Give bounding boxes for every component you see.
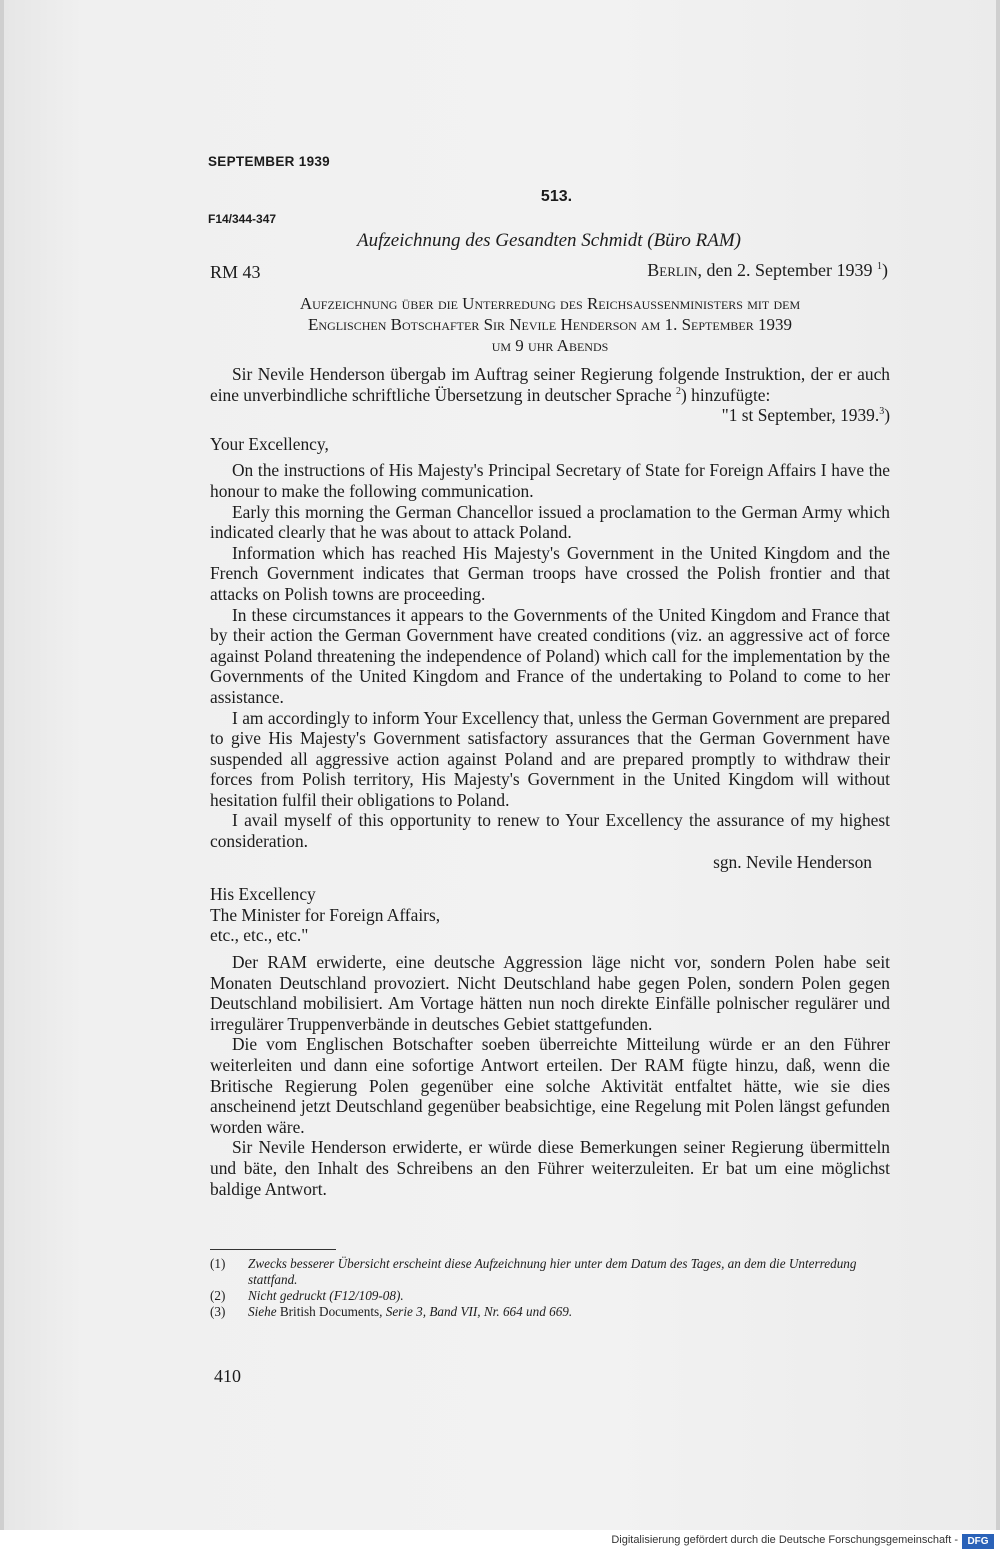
- letter-paragraph: Information which has reached His Majesty's Government in the United Kingdom and the French Government indicates that German troops have crossed the Polish frontier and that attacks on Polish towns are proceeding.: [210, 542, 890, 604]
- address-line: etc., etc., etc.": [210, 925, 309, 946]
- footnote-text: [248, 1304, 572, 1320]
- letter-paragraph: I am accordingly to inform Your Excellency that, unless the German Government are prepared to give His Majesty's Government satisfactory assurances that the German Government have suspended all aggressive action against Poland and are prepared promptly to withdraw their forces from Polish territory, His Majesty's Government in the United Kingdom will without hesitation fulfil their obligations to Poland.: [210, 707, 890, 810]
- footnote: [210, 1304, 890, 1320]
- document-number: 513.: [540, 188, 573, 205]
- reply-paragraph: Die vom Englischen Botschafter soeben überreichte Mitteilung würde er an den Führer weiterleiten und dann eine sofortige Antwort erteilen. Der RAM fügte hinzu, daß, wenn die Britische Regierung Polen gegenüber eine solche Aktivität entfaltet hätte, wie sie dies anscheinend jetzt Deutschland gegenüber beabsichtige, eine Regelung mit Polen längst gefunden worden wäre.: [210, 1034, 890, 1137]
- signature: sgn. Nevile Henderson: [713, 851, 872, 872]
- date: den 2. September 1939: [702, 260, 873, 280]
- rm-number: RM 43: [210, 262, 261, 282]
- letter-paragraph: In these circumstances it appears to the Governments of the United Kingdom and France that by their action the German Government have created conditions (viz. an aggressive act of force against Poland threatening the independence of Poland) which call for the implementation by the Governments of the United Kingdom and France of the undertaking to Poland to come to her assistance.: [210, 604, 890, 707]
- footnote-divider: [210, 1249, 336, 1250]
- footnote-mark: (1): [210, 1256, 226, 1271]
- place: Berlin,: [647, 260, 703, 280]
- footnote: [210, 1256, 890, 1288]
- footnote-text-part: , Serie 3, Band VII, Nr. 664 und 669.: [379, 1304, 573, 1319]
- footnote: [210, 1288, 890, 1304]
- intro-text: Sir Nevile Henderson übergab im Auftrag seiner Regierung folgende Instruktion, der er auch eine unverbindliche schriftliche Übersetzung in deutscher Sprache: [210, 364, 890, 405]
- heading-line: Aufzeichnung über die Unterredung des Reichsaussenministers mit dem: [299, 294, 801, 313]
- salutation: Your Excellency,: [210, 433, 329, 454]
- heading-line: um 9 uhr Abends: [491, 336, 609, 355]
- footnote-text: Nicht gedruckt (F12/109-08).: [248, 1288, 404, 1303]
- footnote-mark: (3): [210, 1304, 226, 1319]
- footnotes: [210, 1256, 890, 1320]
- footnote-mark: (2): [210, 1288, 226, 1303]
- body-text: [210, 364, 890, 1199]
- letter-date-text: "1 st September, 1939.: [721, 405, 880, 426]
- memo-heading: [210, 293, 890, 356]
- footnote-source-title: British Documents: [279, 1304, 380, 1319]
- intro-text-end: ) hinzufügte:: [681, 384, 771, 405]
- paren: ): [882, 260, 888, 280]
- running-header: SEPTEMBER 1939: [208, 154, 330, 169]
- letter-paragraph: Early this morning the German Chancellor issued a proclamation to the German Army which indicated clearly that he was about to attack Poland.: [210, 501, 890, 543]
- letter-paragraph: I avail myself of this opportunity to renew to Your Excellency the assurance of my highest consideration.: [210, 810, 890, 852]
- address-line: The Minister for Foreign Affairs,: [210, 904, 441, 925]
- footnote-ref: 1: [877, 261, 882, 272]
- footnote-text: Zwecks besserer Übersicht erscheint diese Aufzeichnung hier unter dem Datum des Tages, an dem die Unterredung stattfand.: [248, 1256, 857, 1287]
- file-reference: F14/344-347: [208, 212, 277, 226]
- reply-paragraph: Sir Nevile Henderson erwiderte, er würde diese Bemerkungen seiner Regierung übermitteln und bäte, den Inhalt des Schreibens an den Führer weiterzuleiten. Er bat um eine möglichst baldige Antwort.: [210, 1137, 890, 1199]
- letter-date: [210, 405, 890, 426]
- letter-paragraph: On the instructions of His Majesty's Principal Secretary of State for Foreign Affairs I have the honour to make the following communication.: [210, 460, 890, 501]
- dfg-logo: DFG: [962, 1534, 994, 1549]
- intro-paragraph: [210, 364, 890, 405]
- footnote-ref: 3: [879, 406, 885, 418]
- address-line: His Excellency: [210, 884, 316, 905]
- reply-paragraph: Der RAM erwiderte, eine deutsche Aggression läge nicht vor, sondern Polen habe seit Monaten Deutschland provoziert. Nicht Deutschland habe gegen Polen, sondern Polen gegen Deutschland mobilisiert. Am Vortage hätten nun noch direkte Einfälle polnischer regulärer und irregulärer Truppenverbände in deutsches Gebiet stattgefunden.: [210, 952, 890, 1034]
- paren: ): [884, 405, 890, 426]
- place-date: [647, 260, 888, 281]
- credit-text: Digitalisierung gefördert durch die Deutsche Forschungsgemeinschaft -: [611, 1534, 958, 1546]
- digitization-credit-bar: [0, 1530, 1000, 1554]
- page-number: 410: [214, 1366, 241, 1386]
- document-page: [4, 0, 996, 1530]
- document-title: Aufzeichnung des Gesandten Schmidt (Büro RAM): [357, 230, 741, 251]
- footnote-text-part: Siehe: [248, 1304, 280, 1319]
- footnote-ref: 2: [676, 385, 682, 397]
- heading-line: Englischen Botschafter Sir Nevile Henderson am 1. September 1939: [308, 315, 792, 334]
